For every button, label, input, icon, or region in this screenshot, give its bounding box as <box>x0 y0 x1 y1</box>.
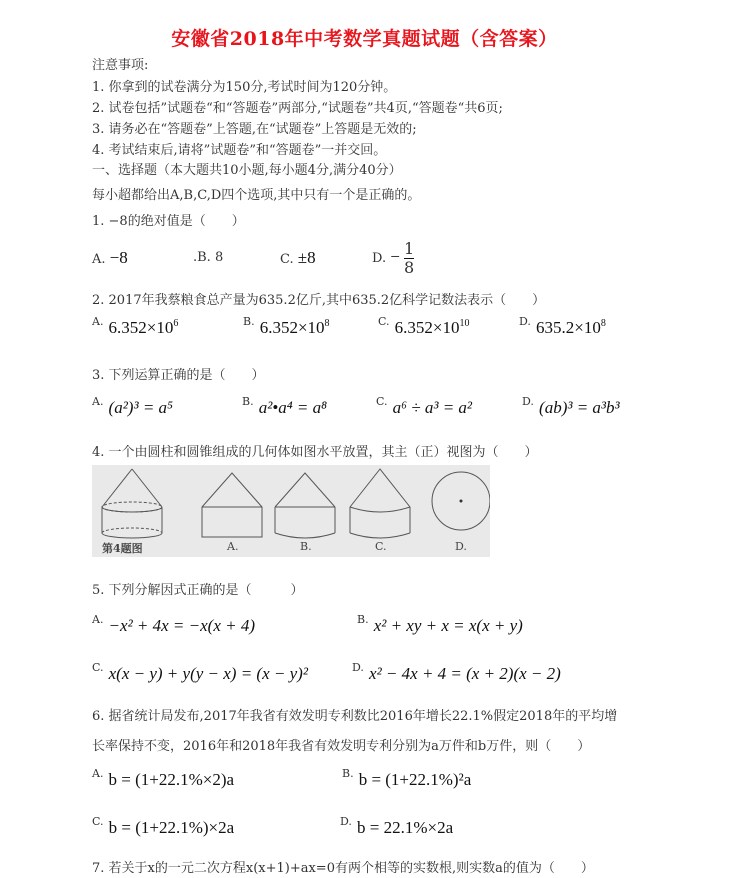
q6-option-b <box>342 767 472 790</box>
option-label: C. <box>280 252 294 267</box>
q3-option-b <box>242 395 328 418</box>
figure-label-c: C. <box>375 540 387 553</box>
section-heading: 一、选择题（本大题共10小题,每小题4分,满分40分） <box>92 163 402 178</box>
notice-item: 3. 请务必在“答题卷”上答题,在“试题卷”上答题是无效的; <box>92 122 417 137</box>
option-value: −x² + 4x = −x(x + 4) <box>108 616 256 635</box>
q2-option-d <box>519 315 606 338</box>
exponent: 8 <box>324 318 330 329</box>
option-value: ±8 <box>297 248 316 267</box>
q3-option-c <box>376 395 473 418</box>
option-value: 6.352×10 <box>259 318 325 337</box>
option-value: a²•a⁴ = a⁸ <box>258 398 328 417</box>
section-instruction: 每小超都给出A,B,C,D四个选项,其中只有一个是正确的。 <box>92 188 421 203</box>
option-label: A. <box>92 613 104 626</box>
option-label: D. <box>522 395 534 408</box>
q2-option-a <box>92 315 179 338</box>
exponent: 10 <box>459 318 470 329</box>
option-value: −8 <box>109 248 128 267</box>
option-label: B. <box>357 613 369 626</box>
option-label: D. <box>519 315 531 328</box>
option-label: B. <box>342 767 354 780</box>
option-label: A. <box>92 767 104 780</box>
option-label: D. <box>352 661 364 674</box>
option-label: D. <box>340 815 352 828</box>
option-value: (ab)³ = a³b³ <box>539 398 620 417</box>
fraction <box>404 240 414 277</box>
option-label: B. <box>243 315 255 328</box>
question-1-stem: 1. −8的绝对值是（ ） <box>92 214 245 229</box>
q5-option-d <box>352 661 561 684</box>
option-value: 6.352×10 <box>108 318 174 337</box>
q5-option-a <box>92 613 256 636</box>
option-label: A. <box>92 315 104 328</box>
option-label: C. <box>376 395 388 408</box>
option-value: b = (1+22.1%)²a <box>358 770 472 789</box>
notice-item: 1. 你拿到的试卷满分为150分,考试时间为120分钟。 <box>92 80 397 95</box>
option-value: (a²)³ = a⁵ <box>108 398 173 417</box>
q1-option-c <box>280 248 316 268</box>
q1-option-d <box>372 240 414 277</box>
q5-option-c <box>92 661 308 684</box>
option-value: 8 <box>214 250 224 265</box>
question-7-stem: 7. 若关于x的一元二次方程x(x+1)+ax=0有两个相等的实数根,则实数a的值为（ ） <box>92 861 594 876</box>
question-2-stem: 2. 2017年我蔡粮食总产量为635.2亿斤,其中635.2亿科学记数法表示（ ） <box>92 293 546 308</box>
question-4-figure <box>92 465 490 557</box>
option-value: a⁶ ÷ a³ = a² <box>392 398 473 417</box>
q3-option-a <box>92 395 173 418</box>
figure-label-b: B. <box>300 540 312 553</box>
option-label: .B. <box>193 250 211 265</box>
numerator: 1 <box>403 239 415 258</box>
question-5-stem: 5. 下列分解因式正确的是（ ） <box>92 583 304 598</box>
option-value: b = 22.1%×2a <box>357 818 454 837</box>
option-label: A. <box>92 252 106 267</box>
option-value: b = (1+22.1%)×2a <box>108 818 235 837</box>
q6-option-c <box>92 815 235 838</box>
exponent: 8 <box>600 318 606 329</box>
q2-option-c <box>378 315 470 338</box>
option-value: x² − 4x + 4 = (x + 2)(x − 2) <box>369 664 561 683</box>
figure-label-d: D. <box>455 540 467 553</box>
question-3-stem: 3. 下列运算正确的是（ ） <box>92 368 265 383</box>
q2-option-b <box>243 315 330 338</box>
option-label: C. <box>92 661 104 674</box>
q3-option-d <box>522 395 620 418</box>
option-label: D. <box>372 251 387 266</box>
option-value: x² + xy + x = x(x + y) <box>373 616 523 635</box>
denominator: 8 <box>403 258 415 277</box>
minus-sign: − <box>390 247 400 266</box>
geometry-figure <box>92 465 490 557</box>
notice-item: 2. 试卷包括”试题卷“和“答题卷”两部分,“试题卷”共4页,“答题卷“共6页; <box>92 101 503 116</box>
figure-caption: 第4题图 <box>102 542 143 555</box>
page-title: 安徽省2018年中考数学真题试题（含答案） <box>171 28 558 50</box>
option-value: b = (1+22.1%×2)a <box>108 770 235 789</box>
option-label: C. <box>378 315 390 328</box>
notice-heading: 注意事项: <box>92 58 149 73</box>
option-value: 635.2×10 <box>536 318 601 337</box>
option-value: 6.352×10 <box>394 318 460 337</box>
q6-option-a <box>92 767 235 790</box>
question-6-stem-line1: 6. 据省统计局发布,2017年我省有效发明专利数比2016年增长22.1%假定2018年的平均增 <box>92 709 618 724</box>
option-label: C. <box>92 815 104 828</box>
q1-option-a <box>92 248 128 268</box>
figure-label-a: A. <box>227 540 239 553</box>
option-label: A. <box>92 395 104 408</box>
q6-option-d <box>340 815 454 838</box>
option-value: x(x − y) + y(y − x) = (x − y)² <box>108 664 308 683</box>
notice-item: 4. 考试结束后,请将”试题卷”和“答题卷”一并交回。 <box>92 143 387 158</box>
exponent: 6 <box>173 318 179 329</box>
q5-option-b <box>357 613 523 636</box>
q1-option-b <box>193 250 223 265</box>
question-6-stem-line2: 长率保持不变，2016年和2018年我省有效发明专利分别为a万件和b万件，则（ ） <box>92 739 591 754</box>
question-4-stem: 4. 一个由圆柱和圆锥组成的几何体如图水平放置，其主（正）视图为（ ） <box>92 445 538 460</box>
option-label: B. <box>242 395 254 408</box>
